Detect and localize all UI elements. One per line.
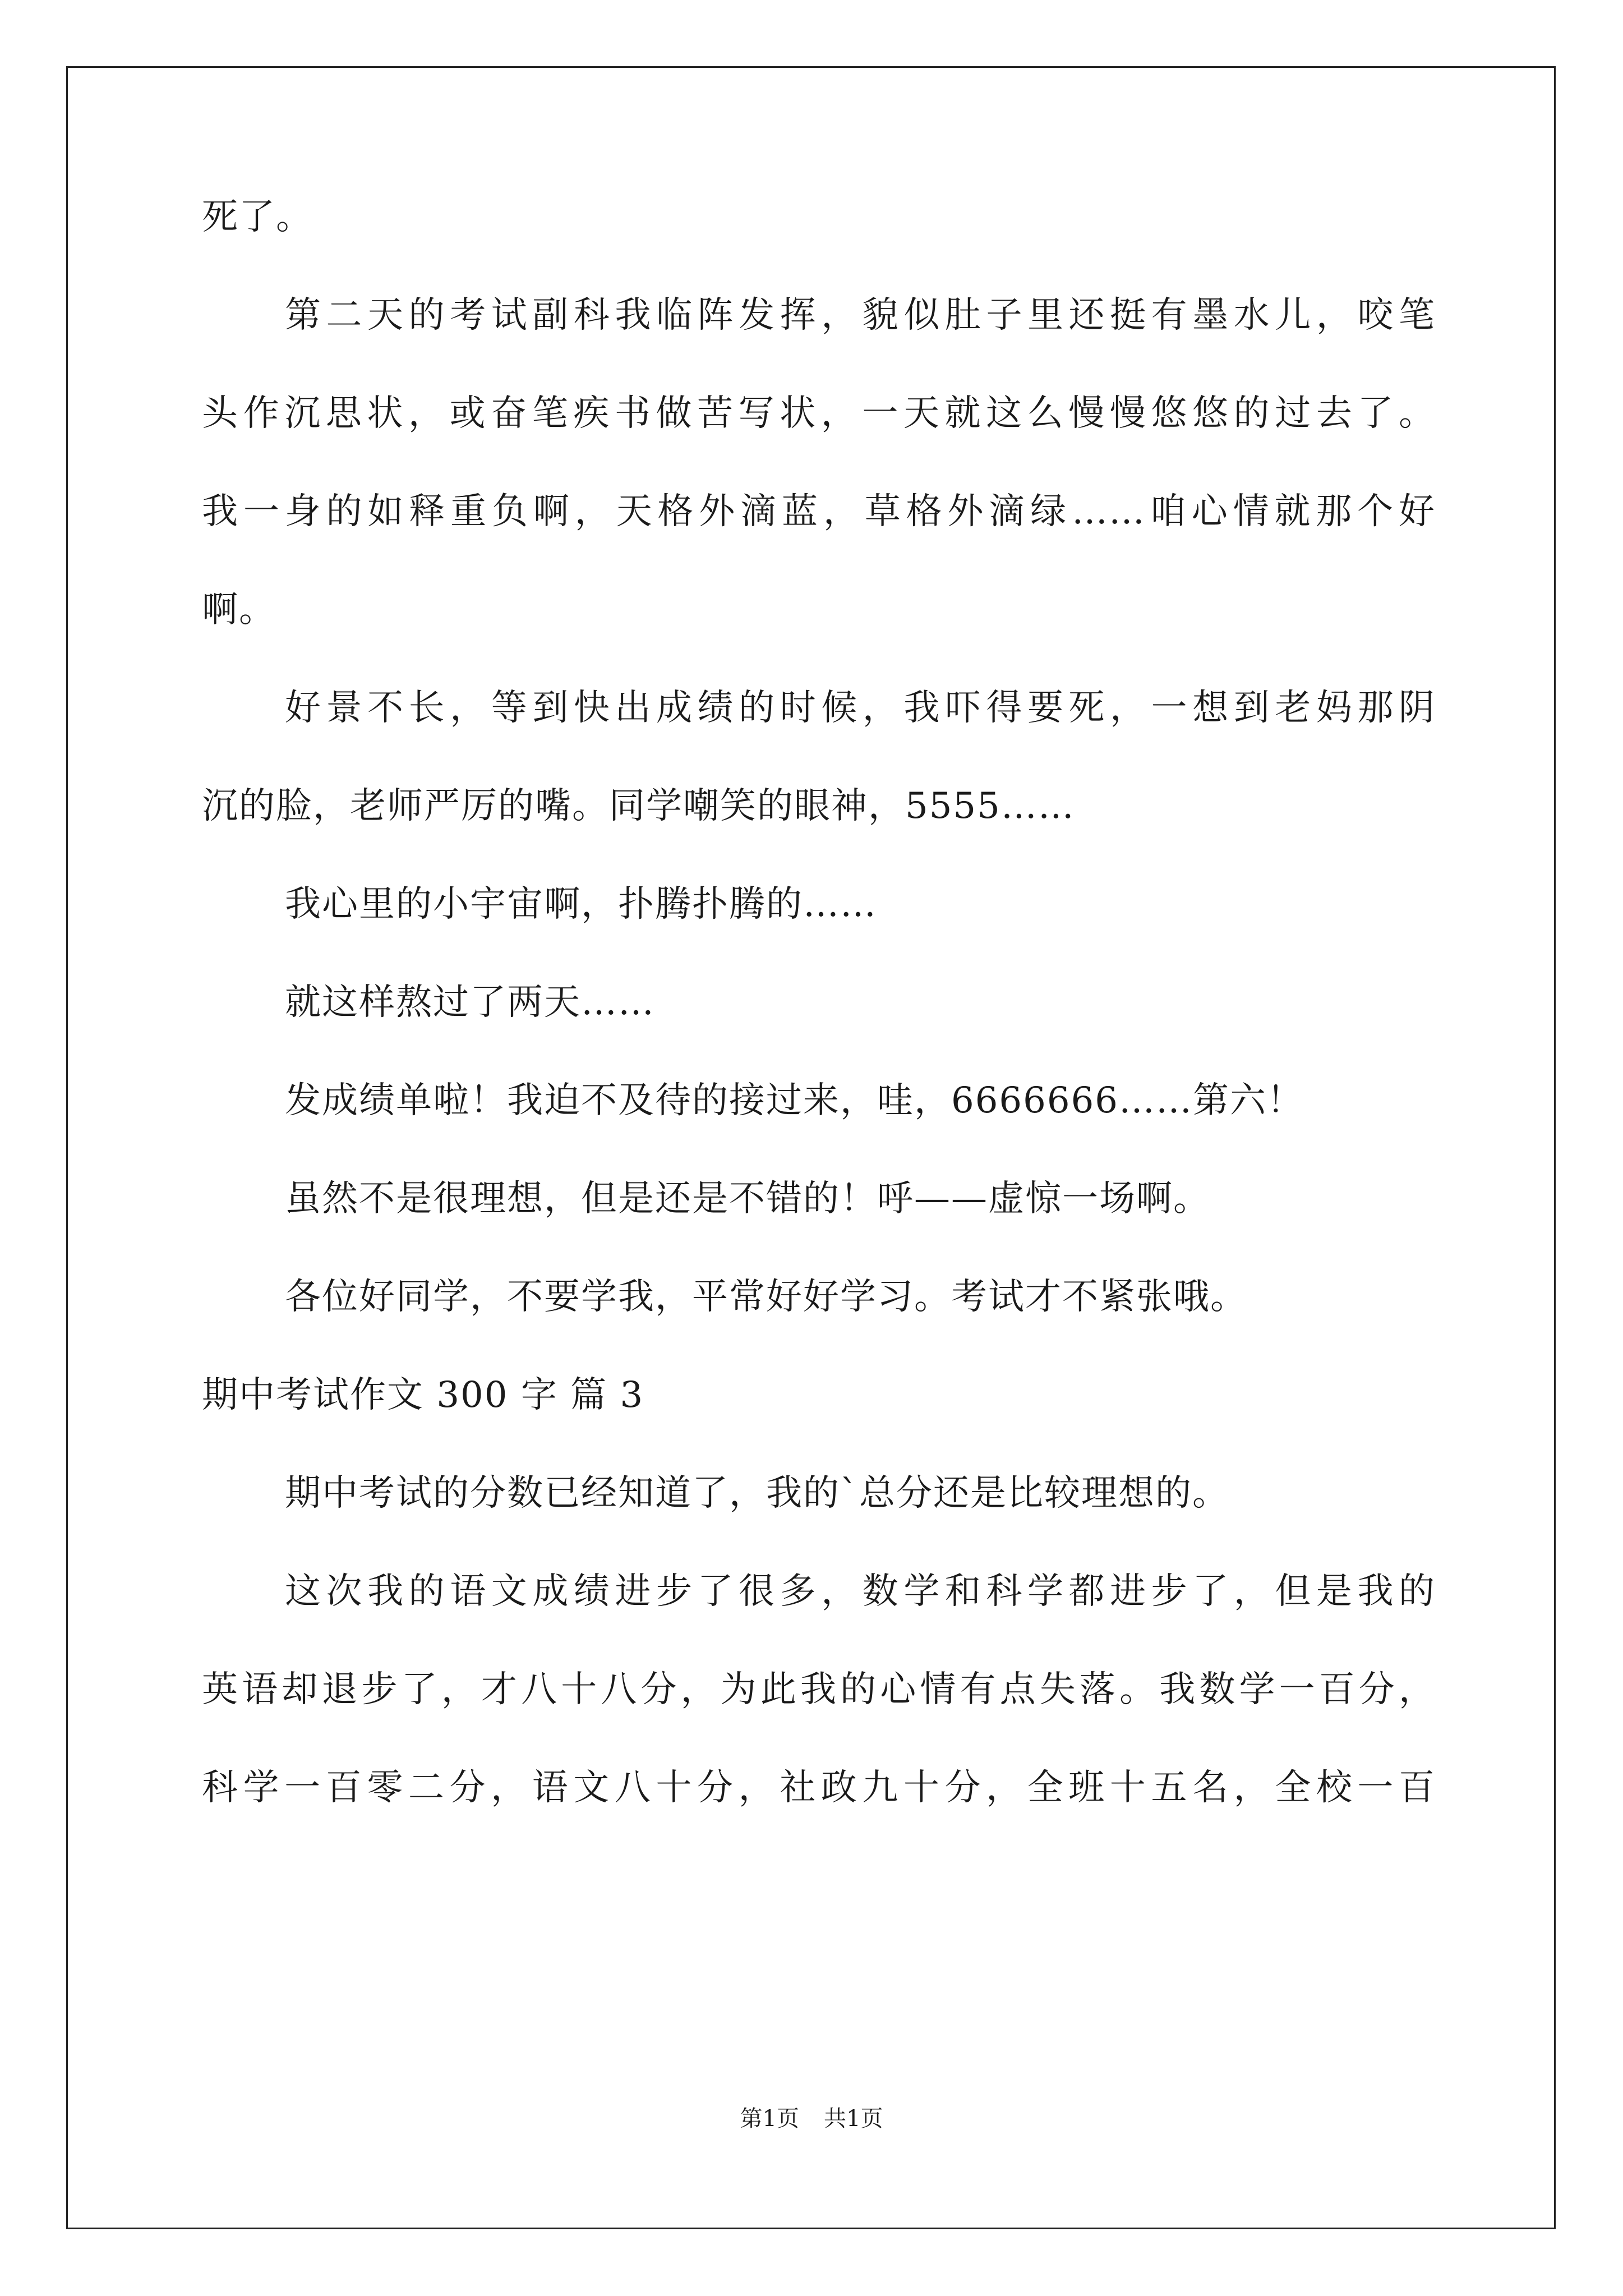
text-line: 各位好同学，不要学我，平常好好学习。考试才不紧张哦。: [285, 1276, 1247, 1318]
text-line: 英语却退步了，才八十八分，为此我的心情有点失落。我数学一百分，: [202, 1669, 1436, 1710]
text-line: 第二天的考试副科我临阵发挥，貌似肚子里还挺有墨水儿，咬笔: [285, 295, 1436, 336]
page-number: 第1页: [740, 2106, 799, 2132]
text-line: 虽然不是很理想，但是还是不错的！呼——虚惊一场啊。: [285, 1178, 1210, 1220]
page-footer: [0, 2106, 1623, 2131]
text-line: 沉的脸，老师严厉的嘴。同学嘲笑的眼神，5555……: [202, 785, 1075, 827]
text-line: 我一身的如释重负啊，天格外滴蓝，草格外滴绿……咱心情就那个好: [202, 491, 1436, 532]
text-line: 就这样熬过了两天……: [285, 982, 655, 1023]
text-line: 头作沉思状，或奋笔疾书做苦写状，一天就这么慢慢悠悠的过去了。: [202, 393, 1436, 434]
text-line: 啊。: [202, 589, 276, 631]
text-line: 期中考试的分数已经知道了，我的`总分还是比较理想的。: [285, 1473, 1229, 1514]
text-line: 这次我的语文成绩进步了很多，数学和科学都进步了，但是我的: [285, 1571, 1436, 1612]
text-line: 发成绩单啦！我迫不及待的接过来，哇，6666666……第六！: [285, 1080, 1304, 1121]
section-heading: 期中考试作文 300 字 篇 3: [202, 1374, 644, 1416]
document-body: [202, 196, 1436, 1868]
text-line: 我心里的小宇宙啊，扑腾扑腾的……: [285, 884, 877, 925]
text-line: 好景不长，等到快出成绩的时候，我吓得要死，一想到老妈那阴: [285, 687, 1436, 729]
text-line: 科学一百零二分，语文八十分，社政九十分，全班十五名，全校一百: [202, 1767, 1436, 1809]
text-line: 死了。: [202, 196, 313, 238]
page-total: 共1页: [824, 2106, 883, 2132]
